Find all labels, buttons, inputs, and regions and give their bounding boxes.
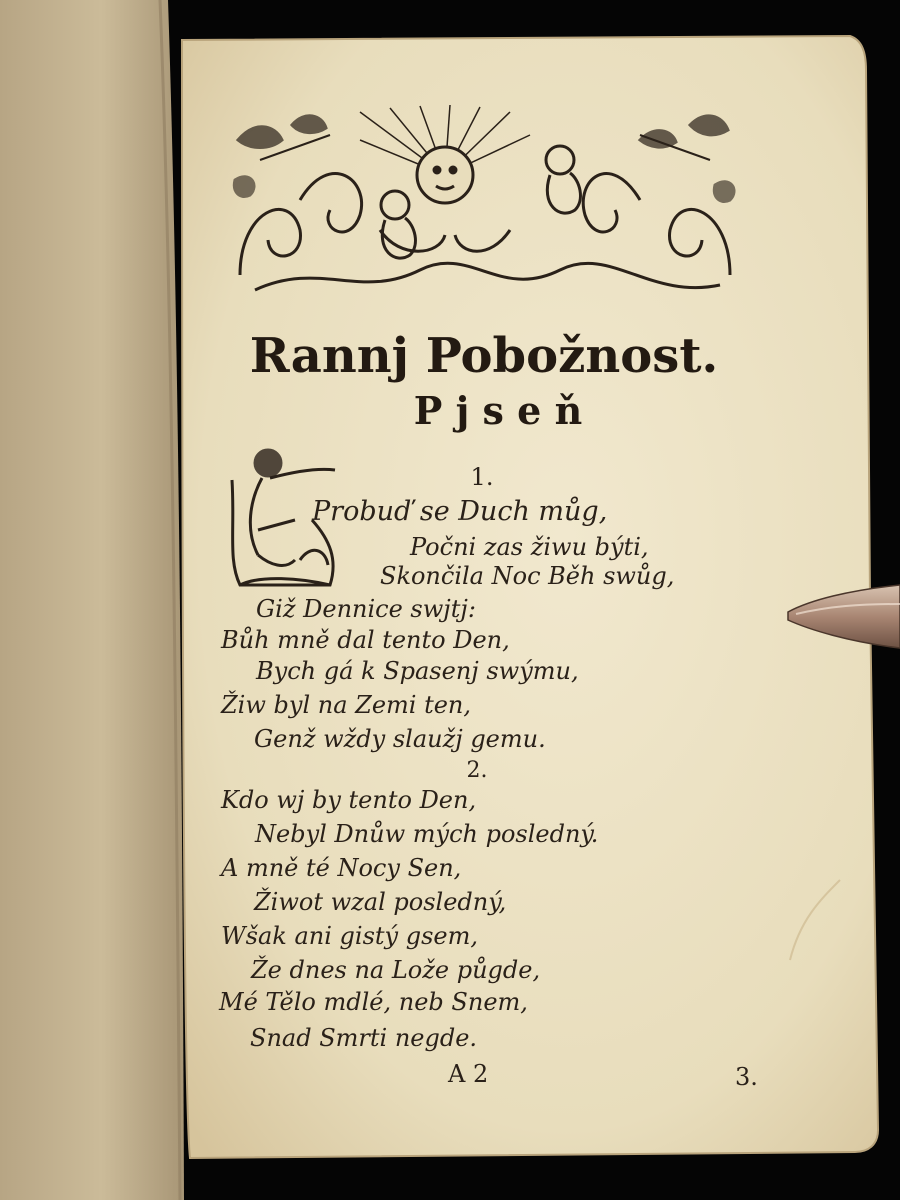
page-subtitle: P j s e ň: [413, 388, 583, 433]
page-title: Rannj Pobožnost.: [249, 328, 719, 384]
verse-1-line-6: Bych gá k Spasenj swýmu,: [256, 657, 579, 685]
verse-1-line-4: Giž Dennice swjtj:: [256, 595, 476, 623]
verse-2-line-5: Wšak ani gistý gsem,: [221, 922, 478, 950]
verse-2-line-8: Snad Smrti negde.: [250, 1024, 478, 1052]
verse-number-2: 2.: [466, 758, 488, 783]
catchword: 3.: [735, 1063, 758, 1091]
verse-1-line-2: Počni zas žiwu býti,: [410, 533, 649, 561]
verse-1-line-5: Bůh mně dal tento Den,: [221, 626, 510, 654]
verse-1-line-8: Genž wždy slaužj gemu.: [254, 725, 546, 753]
verse-2-line-7: Mé Tělo mdlé, neb Snem,: [219, 988, 528, 1016]
verse-2-line-6: Že dnes na Lože půgde,: [251, 956, 541, 984]
verse-1-line-1: Probuď se Duch můg,: [312, 496, 608, 527]
left-cover-board: [0, 0, 184, 1200]
verse-1-line-3: Skončila Noc Běh swůg,: [380, 562, 675, 590]
verse-1-line-7: Žiw byl na Zemi ten,: [221, 691, 472, 719]
verse-2-line-1: Kdo wj by tento Den,: [221, 786, 477, 814]
verse-2-line-3: A mně té Nocy Sen,: [221, 854, 462, 882]
verse-2-line-4: Žiwot wzal posledný,: [254, 888, 507, 916]
signature-mark: A 2: [448, 1060, 489, 1088]
verse-2-line-2: Nebyl Dnůw mých posledný.: [255, 820, 599, 848]
verse-number-1: 1.: [470, 463, 494, 491]
